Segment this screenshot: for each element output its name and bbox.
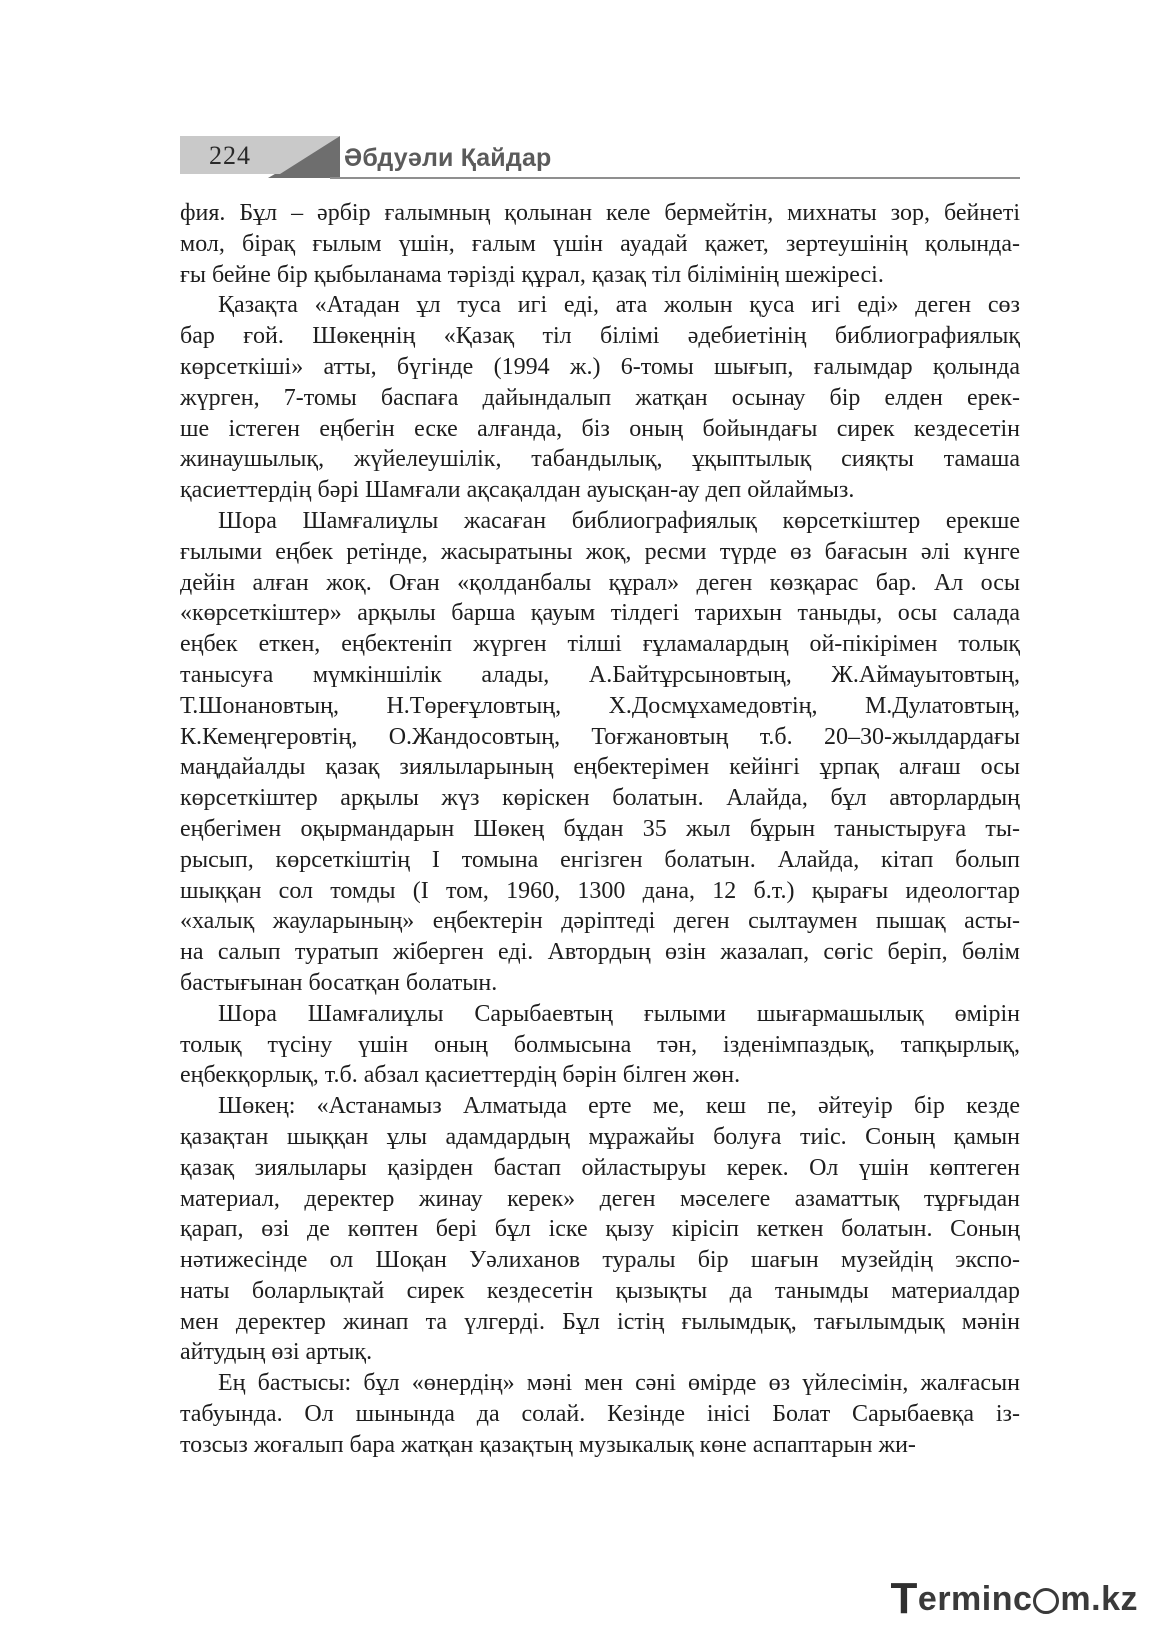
text-line: толық түсіну үшін оның болмысына тән, ізденімпаздық, тапқырлық, — [180, 1031, 1020, 1058]
text-line: мол, бірақ ғылым үшін, ғалым үшін ауадай қажет, зертеушінің қолында- — [180, 230, 1020, 257]
text-line: қасиеттердің бәрі Шамғали ақсақалдан ауысқан-ау деп ойлаймыз. — [180, 477, 855, 504]
paragraph — [180, 198, 1020, 290]
text-line: Шора Шамғалиұлы Сарыбаевтың ғылыми шығармашылық өмірін — [218, 1000, 1020, 1027]
text-line: «халық жауларының» еңбектерін дәріптеді деген сылтаумен пышақ асты- — [180, 908, 1020, 935]
text-line: айтудың өзі артық. — [180, 1339, 373, 1366]
logo-text-end: m.kz — [1060, 1580, 1138, 1618]
header-rule — [330, 177, 1020, 179]
text-line: қазақтан шыққан ұлы адамдардың мұражайы болуға тиіс. Соның қамын — [180, 1123, 1020, 1150]
paragraph — [180, 506, 1020, 999]
text-line: нәтижесінде ол Шоқан Уәлиханов туралы бір шағын музейдің экспо- — [180, 1247, 1020, 1274]
text-line: «көрсеткіштер» арқылы барша қауым тілдегі тарихын таныды, осы салада — [180, 600, 1020, 627]
text-line: шыққан сол томды (I том, 1960, 1300 дана, 12 б.т.) қырағы идеологтар — [180, 877, 1020, 904]
text-line: еңбек еткен, еңбектеніп жүрген тілші ғұламалардың ой-пікірімен толық — [180, 631, 1020, 658]
text-line: табуында. Ол шынында да солай. Кезінде інісі Болат Сарыбаевқа із- — [180, 1401, 1020, 1428]
text-line: маңдайалды қазақ зиялыларының еңбектерімен кейінгі ұрпақ алғаш осы — [180, 754, 1020, 781]
text-line: еңбекқорлық, т.б. абзал қасиеттердің бәрін білген жөн. — [180, 1062, 741, 1089]
text-line: көрсеткіші» атты, бүгінде (1994 ж.) 6-томы шығып, ғалымдар қолында — [180, 353, 1020, 380]
text-line: жинаушылық, жүйелеушілік, табандылық, ұқыптылық сияқты тамаша — [180, 446, 1020, 473]
paragraph — [180, 1091, 1020, 1368]
paragraph — [180, 290, 1020, 506]
text-line: еңбегімен оқырмандарын Шөкең бұдан 35 жыл бұрын таныстыруға ты- — [180, 815, 1020, 842]
text-line: фия. Бұл – әрбір ғалымның қолынан келе бермейтін, михнаты зор, бейнеті — [180, 200, 1020, 226]
text-line: рысып, көрсеткіштің I томына енгізген болатын. Алайда, кітап болып — [180, 846, 1020, 873]
text-line: көрсеткіштер арқылы жүз көріскен болатын. Алайда, бұл авторлардың — [180, 785, 1020, 812]
text-line: Қазақта «Атадан ұл туса игі еді, ата жолын қуса игі еді» деген сөз — [218, 292, 1020, 319]
text-line: Шөкең: «Астанамыз Алматыда ерте ме, кеш пе, әйтеуір бір кезде — [218, 1093, 1020, 1120]
text-line: тозсыз жоғалып бара жатқан қазақтың музыкалық көне аспаптарын жи- — [180, 1431, 916, 1458]
termincom-logo — [890, 1574, 1138, 1623]
logo-letter-t: T — [890, 1574, 918, 1623]
text-line: мен деректер жинап та үлгерді. Бұл істің ғылымдық, тағылымдық мәнін — [180, 1308, 1020, 1335]
logo-ring-icon — [1033, 1588, 1059, 1614]
text-line: ғы бейне бір қыбыланама тәрізді құрал, қазақ тіл білімінің шежіресі. — [180, 261, 884, 288]
text-line: материал, деректер жинау керек» деген мәселеге азаматтық тұрғыдан — [180, 1185, 1020, 1212]
logo-text-mid: erminc — [917, 1580, 1033, 1618]
paragraph — [180, 999, 1020, 1091]
running-header — [180, 136, 1020, 192]
text-line: ше істеген еңбегін еске алғанда, біз оның бойындағы сирек кездесетін — [180, 415, 1020, 442]
text-line: дейін алған жоқ. Оған «қолданбалы құрал» деген көзқарас бар. Ал осы — [180, 569, 1020, 596]
text-line: қазақ зиялылары қазірден бастап ойластыруы керек. Ол үшін көптеген — [180, 1154, 1020, 1181]
text-line: Т.Шонановтың, Н.Төреғұловтың, Х.Досмұхамедовтің, М.Дулатовтың, — [180, 692, 1020, 719]
text-line: ғылыми еңбек ретінде, жасыратыны жоқ, ресми түрде өз бағасын әлі күнге — [180, 538, 1020, 565]
page-number: 224 — [209, 141, 251, 170]
text-line: танысуға мүмкіншілік алады, А.Байтұрсыновтың, Ж.Аймауытовтың, — [180, 661, 1020, 688]
text-line: жүрген, 7-томы баспаға дайындалып жатқан осынау бір елден ерек- — [180, 384, 1020, 411]
text-line: на салып туратып жіберген еді. Автордың өзін жазалап, сөгіс беріп, бөлім — [180, 939, 1020, 966]
text-line: қарап, өзі де көптен бері бұл іске қызу кірісіп кеткен болатын. Соның — [180, 1216, 1020, 1243]
text-line: бастығынан босатқан болатын. — [180, 969, 498, 996]
text-line: Ең бастысы: бұл «өнердің» мәні мен сәні өмірде өз үйлесімін, жалғасын — [218, 1370, 1020, 1397]
header-tab-wedge — [280, 136, 340, 174]
paragraph — [180, 1368, 1020, 1460]
body-text — [180, 198, 1020, 1461]
text-line: Шора Шамғалиұлы жасаған библиографиялық көрсеткіштер ерекше — [218, 507, 1020, 534]
text-line: наты боларлықтай сирек кездесетін қызықты да танымды материалдар — [180, 1277, 1020, 1304]
text-line: К.Кемеңгеровтің, О.Жандосовтың, Тоғжановтың т.б. 20–30-жылдардағы — [180, 723, 1020, 750]
text-line: бар ғой. Шөкеңнің «Қазақ тіл білімі әдебиетінің библиографиялық — [180, 323, 1020, 350]
running-title: Әбдуәли Қайдар — [344, 144, 552, 172]
